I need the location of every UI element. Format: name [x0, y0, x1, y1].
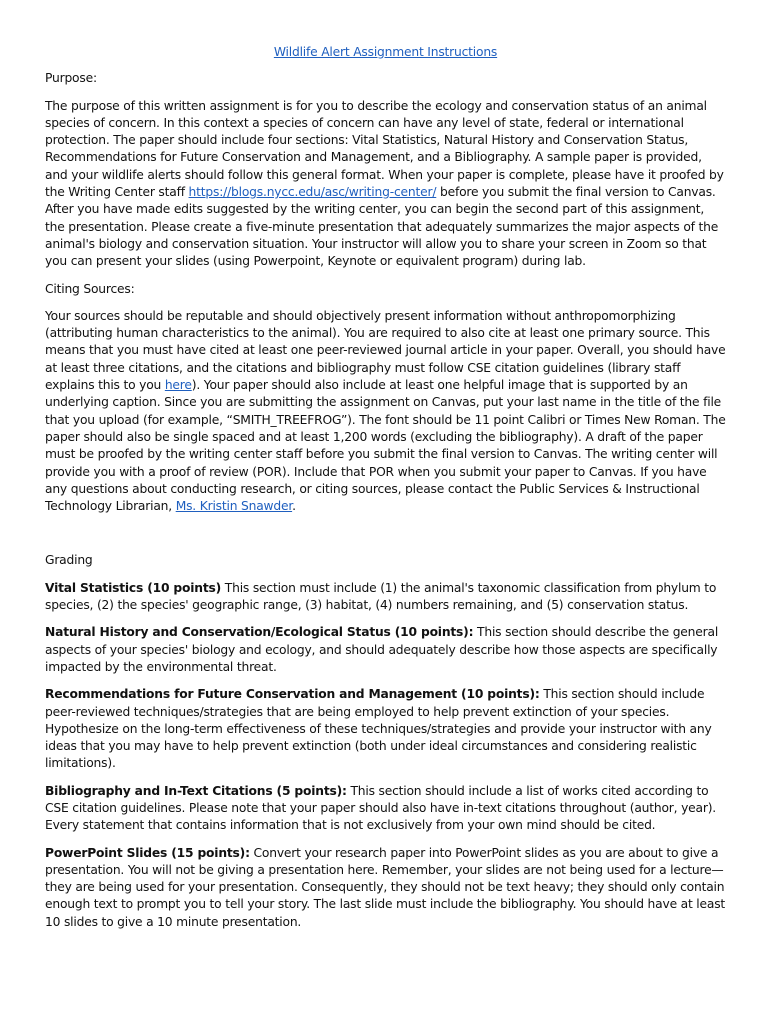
document-page	[45, 44, 726, 941]
spacer	[45, 525, 726, 552]
writing-center-link[interactable]: https://blogs.nycc.edu/asc/writing-center/	[188, 185, 437, 200]
grading-item-text: This section must include (1) the animal's taxonomic classification from phylum to species, (2) the species' geographic range, (3) habitat, (4) numbers remaining, and (5) conservation status.	[45, 580, 717, 613]
grading-item-label: PowerPoint Slides (15 points):	[45, 845, 250, 860]
purpose-text-2: before you submit the final version to Canvas. After you have made edits suggested by the writing center, you can begin the second part of this assignment, the presentation. Please create a five-minute presentation that adequately summarizes the major aspects of the animal's biology and conservation situation. Your instructor will allow you to share your screen in Zoom so that you can present your slides (using Powerpoint, Keynote or equivalent program) during lab.	[45, 185, 719, 269]
citing-text-2: ). Your paper should also include at least one helpful image that is supported by an underlying caption. Since you are submitting the assignment on Canvas, put your last name in the title of the file that you upload (for example, “SMITH_TREEFROG”). The font should be 11 point Calibri or Times New Roman. The paper should also be single spaced and at least 1,200 words (excluding the bibliography). A draft of the paper must be proofed by the writing center staff before you submit the final version to Canvas. The writing center will provide you with a proof of review (POR). Include that POR when you submit your paper to Canvas. If you have any questions about conducting research, or citing sources, please contact the Public Services & Instructional Technology Librarian,	[45, 378, 726, 514]
citing-text-1: Your sources should be reputable and should objectively present information without anthropomorphizing (attributing human characteristics to the animal). You are required to also cite at least one primary source. This means that you must have cited at least one peer-reviewed journal article in your paper. Overall, you should have at least three citations, and the citations and bibliography must follow CSE citation guidelines (library staff explains this to you	[45, 308, 726, 393]
grading-item	[45, 845, 726, 931]
grading-item-label: Recommendations for Future Conservation and Management (10 points):	[45, 687, 540, 702]
cse-guidelines-link[interactable]: here	[164, 378, 192, 393]
grading-item-label: Bibliography and In-Text Citations (5 points):	[45, 783, 347, 798]
purpose-paragraph	[45, 98, 726, 271]
grading-item	[45, 783, 726, 835]
purpose-heading: Purpose:	[45, 71, 97, 86]
grading-heading: Grading	[45, 553, 93, 568]
document-title	[45, 44, 726, 61]
grading-item-text: This section should include peer-reviewed techniques/strategies that are being employed to help prevent extinction of your species. Hypothesize on the long-term effectiveness of these techniques/strategies and provide your instructor with any ideas that you may have to help prevent extinction (both under ideal circumstances and considering realistic limitations).	[45, 687, 712, 771]
grading-item-text: Convert your research paper into PowerPoint slides as you are about to give a presentation. You will not be giving a presentation here. Remember, your slides are not being used for a lecture—they are being used for your presentation. Consequently, they should not be text heavy; they should only contain enough text to prompt you to tell your story. The last slide must include the bibliography. You should have at least 10 slides to give a 10 minute presentation.	[45, 845, 726, 929]
citing-text-3: .	[292, 499, 296, 514]
grading-item-text: This section should describe the general aspects of your species' biology and ecology, and should adequately describe how those aspects are specifically impacted by the environmental threat.	[45, 625, 719, 674]
title-link[interactable]: Wildlife Alert Assignment Instructions	[273, 45, 498, 59]
citing-paragraph	[45, 308, 726, 516]
grading-item	[45, 580, 726, 615]
purpose-text-1: The purpose of this written assignment is for you to describe the ecology and conservation status of an animal species of concern. In this context a species of concern can have any level of state, federal or international protection. The paper should include four sections: Vital Statistics, Natural History and Conservation Status, Recommendations for Future Conservation and Management, and a Bibliography. A sample paper is provided, and your wildlife alerts should follow this general format. When your paper is complete, please have it proofed by the Writing Center staff	[45, 98, 724, 200]
grading-item	[45, 624, 726, 676]
grading-item-label: Vital Statistics (10 points)	[45, 580, 222, 595]
grading-item-text: This section should include a list of works cited according to CSE citation guidelines. Please note that your paper should also have in-text citations throughout (author, year). Every statement that contains information that is not exclusively from your own mind should be cited.	[45, 783, 717, 833]
librarian-link[interactable]: Ms. Kristin Snawder	[175, 499, 293, 514]
grading-item-label: Natural History and Conservation/Ecological Status (10 points):	[45, 625, 474, 640]
grading-item	[45, 686, 726, 772]
citing-heading: Citing Sources:	[45, 281, 135, 296]
